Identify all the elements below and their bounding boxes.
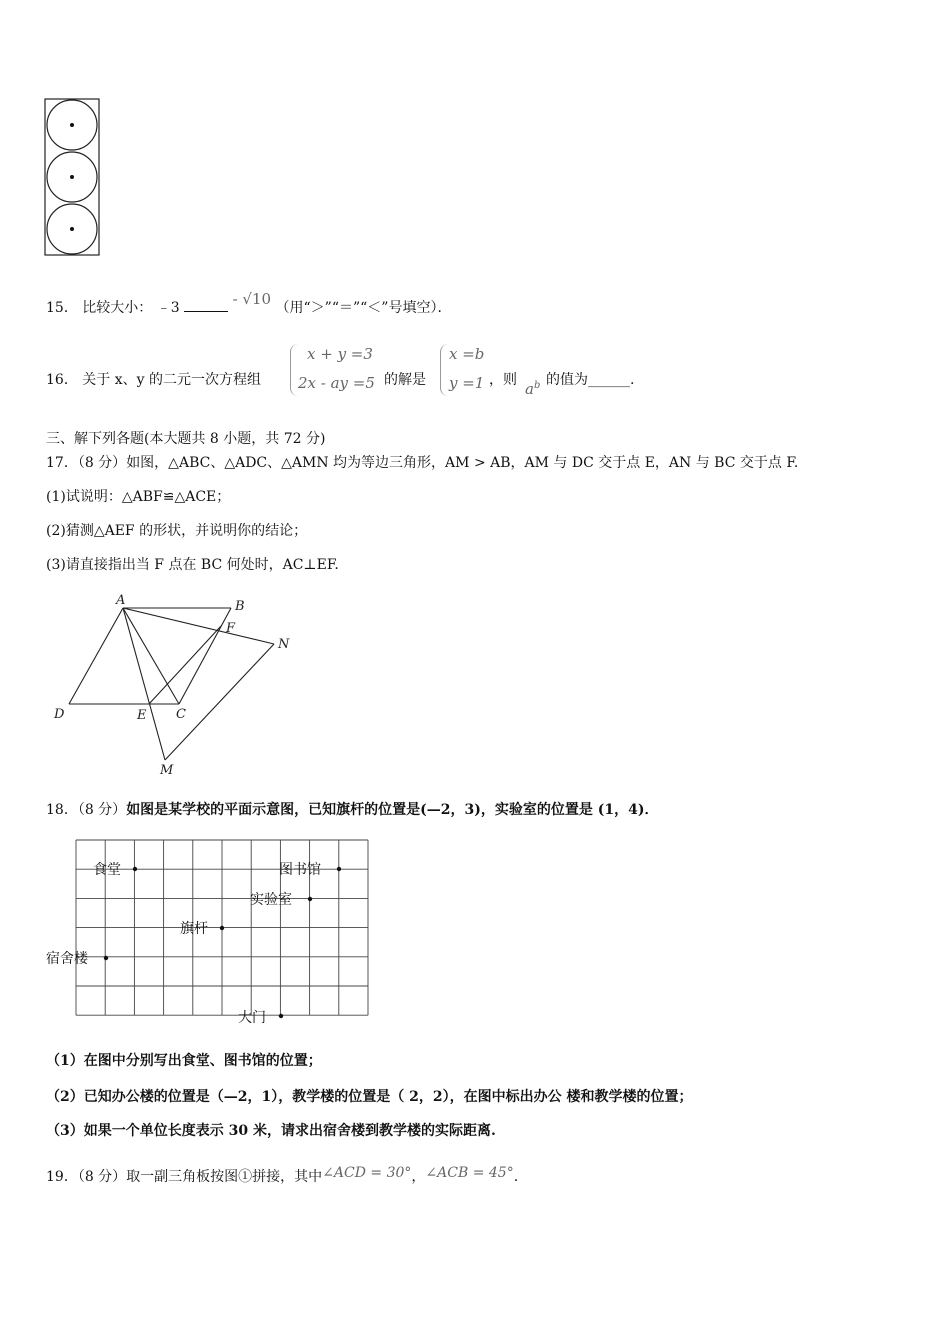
label-B: B (235, 599, 245, 614)
place-flagpole: 旗杆 (180, 921, 208, 937)
q15-tail: （用“＞”“＝”“＜”号填空）． (275, 300, 452, 316)
question-19-stem (46, 1167, 518, 1187)
label-D: D (54, 707, 65, 722)
place-canteen: 食堂 (93, 862, 121, 878)
q19-number: 19． (46, 1169, 78, 1185)
q18-school-map (40, 835, 380, 1030)
q16-number-prefix (46, 370, 261, 390)
q16-eq2: 2x - ay =5 (298, 374, 375, 392)
q18-score: （8 分） (77, 802, 127, 818)
q15-left: ﹣3 (156, 300, 180, 316)
place-gate: 大门 (238, 1010, 266, 1026)
flagpole-dot (220, 926, 224, 930)
q17-number: 17． (46, 455, 78, 471)
q16-expr (525, 380, 540, 398)
label-E: E (137, 708, 147, 723)
label-F: F (226, 621, 236, 636)
canteen-dot (133, 867, 137, 871)
q16-sol2: y =1 (449, 374, 485, 392)
q16-prefix: 关于 x、y 的二元一次方程组 (82, 372, 261, 388)
place-dorm: 宿舍楼 (46, 951, 88, 967)
q17-stem: 如图，△ABC、△ADC、△AMN 均为等边三角形，AM > AB，AM 与 DC 交于点 E，AN 与 BC 交于点 F. (126, 455, 799, 471)
q16-mid: 的解是 (384, 372, 426, 388)
q18-part-1: （1）在图中分别写出食堂、图书馆的位置； (46, 1053, 322, 1069)
label-M: M (160, 763, 174, 778)
q19-angle-acb: ∠ACB = 45° (425, 1165, 514, 1181)
gate-dot (279, 1014, 283, 1018)
q17-triangle-figure (50, 590, 300, 780)
q19-angle-acd: ∠ACD = 30° (322, 1165, 412, 1181)
label-N: N (278, 637, 290, 652)
question-17-stem (46, 453, 798, 473)
q16-expr-sup: b (533, 380, 541, 391)
q16-eq1: x + y =3 (307, 345, 373, 363)
q18-part-3: （3）如果一个单位长度表示 30 米，请求出宿舍楼到教学楼的实际距离. (46, 1123, 496, 1139)
library-dot (337, 867, 341, 871)
q19-sep: ， (411, 1169, 426, 1185)
three-circles-figure (44, 98, 102, 258)
q17-score: （8 分） (77, 455, 127, 471)
q15-number: 15． (46, 300, 78, 316)
q16-tail: 的值为______. (546, 372, 635, 388)
question-15 (46, 290, 452, 318)
q15-blank (184, 297, 228, 312)
q16-then: ，则 (489, 372, 517, 388)
q19-score: （8 分） (77, 1169, 127, 1185)
q18-stem: 如图是某学校的平面示意图，已知旗杆的位置是(—2，3)，实验室的位置是 (1，4)． (126, 802, 659, 818)
q17-part-2: (2)猜测△AEF 的形状，并说明你的结论； (46, 523, 308, 539)
q17-part-3: (3)请直接指出当 F 点在 BC 何处时，AC⊥EF. (46, 557, 339, 573)
question-18-stem (46, 800, 659, 820)
q16-number: 16． (46, 372, 78, 388)
lab-dot (308, 897, 312, 901)
q18-part-2: （2）已知办公楼的位置是（—2，1），教学楼的位置是（ 2，2），在图中标出办公 楼和教学楼的位置； (46, 1089, 693, 1105)
q16-expr-base: a (525, 380, 534, 398)
place-lab: 实验室 (250, 892, 292, 908)
q17-part-1: (1)试说明：△ABF≌△ACE； (46, 489, 231, 505)
label-A: A (116, 593, 126, 608)
dorm-dot (104, 956, 108, 960)
label-C: C (176, 707, 186, 722)
place-library: 图书馆 (279, 862, 321, 878)
section-3-title: 三、解下列各题(本大题共 8 小题，共 72 分) (46, 431, 326, 447)
q19-stem: 取一副三角板按图①拼接，其中 (126, 1169, 323, 1185)
q16-sol1: x =b (449, 345, 485, 363)
q18-number: 18． (46, 802, 78, 818)
q15-text: 比较大小： (82, 300, 153, 316)
q15-rhs: - √10 (232, 290, 272, 308)
q19-tail: . (513, 1169, 519, 1185)
q16-solution-brace (440, 344, 449, 396)
